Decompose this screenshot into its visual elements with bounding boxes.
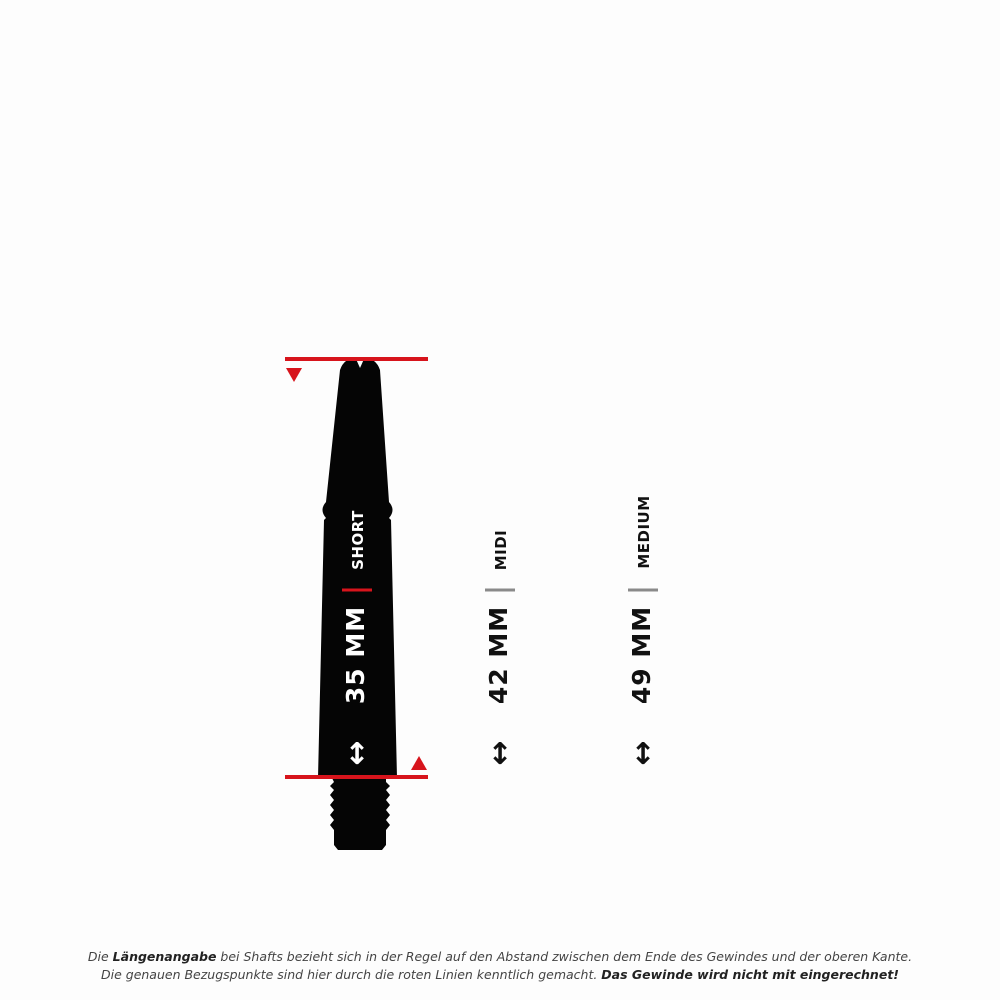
size-name-midi: MIDI bbox=[492, 529, 510, 571]
caption-emphasis: Längenangabe bbox=[112, 949, 217, 964]
caption-emphasis: Das Gewinde wird nicht mit eingerechnet! bbox=[601, 967, 899, 982]
size-length-short: 35 MM bbox=[341, 605, 370, 705]
caption-line-1 bbox=[0, 949, 1000, 964]
caption-text: Die bbox=[87, 949, 113, 964]
size-name-medium: MEDIUM bbox=[635, 495, 653, 569]
caption-line-2 bbox=[0, 967, 1000, 982]
size-length-medium: 49 MM bbox=[627, 605, 656, 705]
up-triangle-icon bbox=[411, 756, 427, 770]
shaft-thread bbox=[330, 778, 390, 850]
size-length-midi: 42 MM bbox=[484, 605, 513, 705]
up-down-arrow-icon: ↕ bbox=[630, 737, 656, 772]
down-triangle-icon bbox=[286, 368, 302, 382]
up-down-arrow-icon: ↕ bbox=[487, 737, 513, 772]
caption-text: Die genauen Bezugspunkte sind hier durch die roten Linien kenntlich gemacht. bbox=[101, 967, 602, 982]
up-down-arrow-icon: ↕ bbox=[344, 737, 370, 772]
size-name-short: SHORT bbox=[349, 510, 367, 570]
caption-text: bei Shafts bezieht sich in der Regel auf den Abstand zwischen dem Ende des Gewindes und der oberen Kante. bbox=[216, 949, 913, 964]
